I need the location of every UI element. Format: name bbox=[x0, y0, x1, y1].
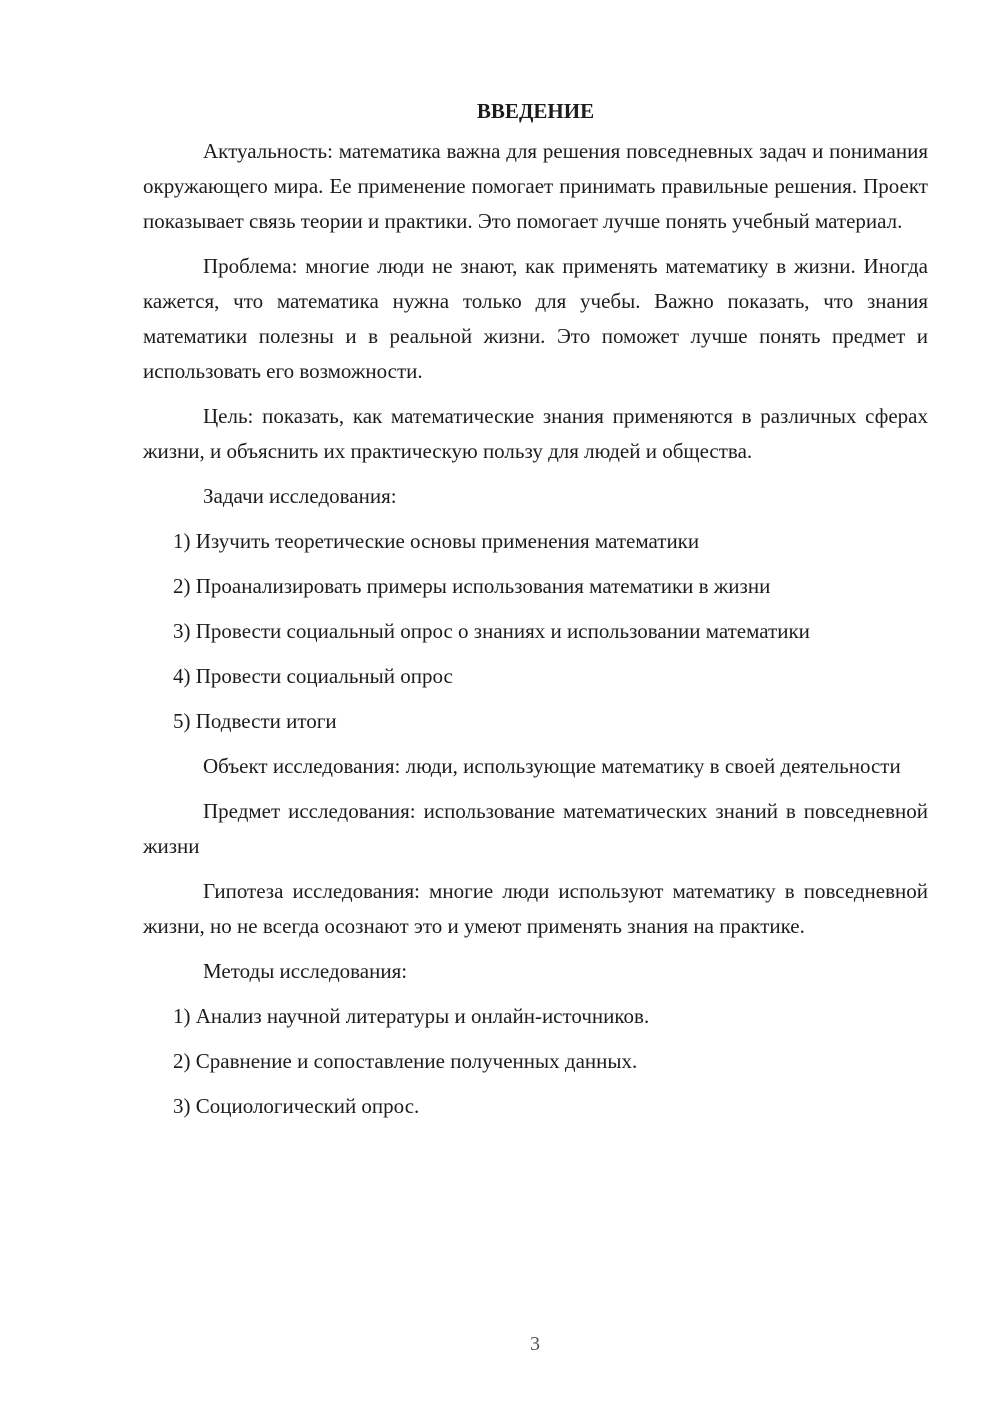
method-item: 2) Сравнение и сопоставление полученных данных. bbox=[173, 1049, 638, 1073]
hypothesis-paragraph: Гипотеза исследования: многие люди используют математику в повседневной жизни, но не всегда осознают это и умеют применять знания на практике. bbox=[143, 879, 928, 938]
page-number: 3 bbox=[530, 1333, 540, 1355]
tasks-heading: Задачи исследования: bbox=[203, 484, 397, 508]
task-item: 5) Подвести итоги bbox=[173, 709, 337, 733]
method-item: 1) Анализ научной литературы и онлайн-источников. bbox=[173, 1004, 650, 1028]
relevance-paragraph: Актуальность: математика важна для решения повседневных задач и понимания окружающего мира. Ее применение помогает принимать правильные решения. Проект показывает связь теории и практики. Это помогает лучше понять учебный материал. bbox=[143, 139, 928, 233]
task-item: 1) Изучить теоретические основы применения математики bbox=[173, 529, 700, 553]
page-title: ВВЕДЕНИЕ bbox=[476, 99, 595, 123]
task-item: 3) Провести социальный опрос о знаниях и использовании математики bbox=[173, 619, 810, 643]
method-item: 3) Социологический опрос. bbox=[173, 1094, 420, 1118]
task-item: 2) Проанализировать примеры использования математики в жизни bbox=[173, 574, 771, 598]
document-page bbox=[143, 96, 928, 1134]
methods-heading: Методы исследования: bbox=[203, 959, 408, 983]
subject-paragraph: Предмет исследования: использование математических знаний в повседневной жизни bbox=[143, 799, 928, 858]
object-paragraph: Объект исследования: люди, использующие математику в своей деятельности bbox=[203, 754, 901, 778]
problem-paragraph: Проблема: многие люди не знают, как применять математику в жизни. Иногда кажется, что математика нужна только для учебы. Важно показать, что знания математики полезны и в реальной жизни. Это поможет лучше понять предмет и использовать его возможности. bbox=[143, 254, 928, 383]
task-item: 4) Провести социальный опрос bbox=[173, 664, 453, 688]
goal-paragraph: Цель: показать, как математические знания применяются в различных сферах жизни, и объяснить их практическую пользу для людей и общества. bbox=[143, 404, 928, 463]
